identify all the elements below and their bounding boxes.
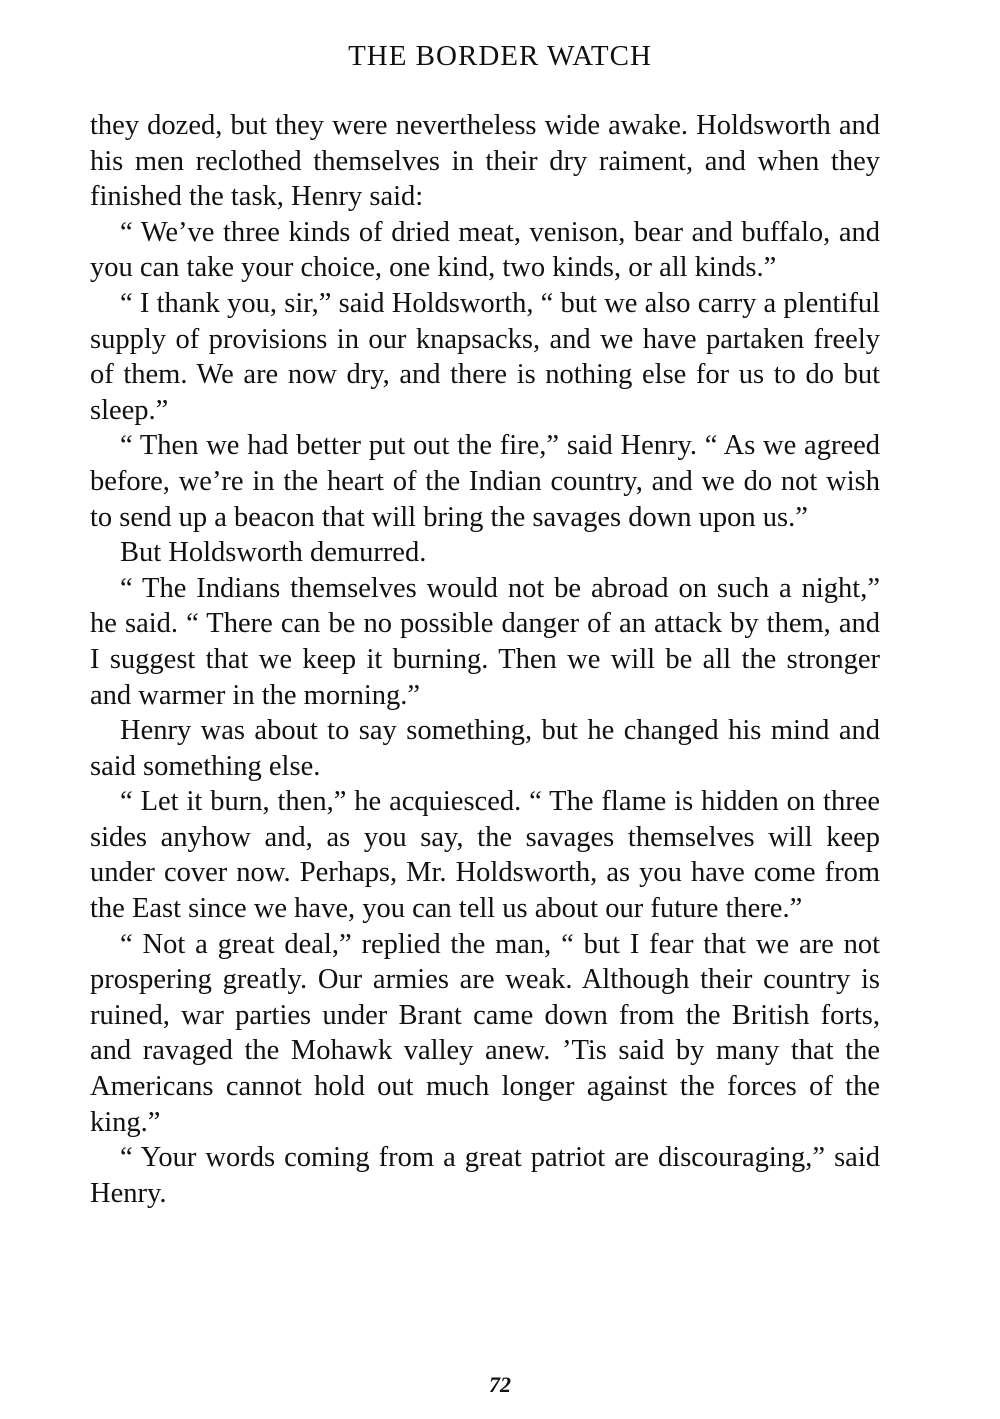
paragraph: “ We’ve three kinds of dried meat, venison, bear and buffalo, and you can take your choice, one kind, two kinds, or all kinds.” [90,216,880,284]
paragraph: “ Your words coming from a great patriot are discouraging,” said Henry. [90,1142,880,1209]
paragraph: “ Then we had better put out the fire,” said Henry. “ As we agreed before, we’re in the heart of the Indian country, and we do not wish to send up a beacon that will bring the savages down upon us.” [90,430,880,533]
paragraph: Henry was about to say something, but he changed his mind and said something else. [90,715,880,782]
paragraph: “ I thank you, sir,” said Holdsworth, “ but we also carry a plentiful supply of provisions in our knapsacks, and we have partaken freely of them. We are now dry, and there is nothing else for us to do but sleep.” [90,287,880,426]
paragraph: “ The Indians themselves would not be abroad on such a night,” he said. “ There can be no possible danger of an attack by them, and I suggest that we keep it burning. Then we will be all the stronger and warmer in the morning.” [90,572,880,711]
paragraph: “ Not a great deal,” replied the man, “ but I fear that we are not prospering greatly. Our armies are weak. Although their country is ruined, war parties under Brant came down from the British forts, and ravaged the Mohawk valley anew. ’Tis said by many that the Americans cannot hold out much longer against the forces of the king.” [90,928,880,1138]
page-number: 72 [489,1372,511,1397]
paragraph-continued: they dozed, but they were nevertheless wide awake. Holdsworth and his men reclothed themselves in their dry raiment, and when they finished the task, Henry said: [90,110,880,213]
body-text [90,108,880,1211]
running-title: THE BORDER WATCH [348,40,652,72]
paragraph: “ Let it burn, then,” he acquiesced. “ The flame is hidden on three sides anyhow and, as you say, the savages themselves will keep under cover now. Perhaps, Mr. Holdsworth, as you have come from the East since we have, you can tell us about our future there.” [90,786,880,925]
paragraph: But Holdsworth demurred. [120,537,427,569]
